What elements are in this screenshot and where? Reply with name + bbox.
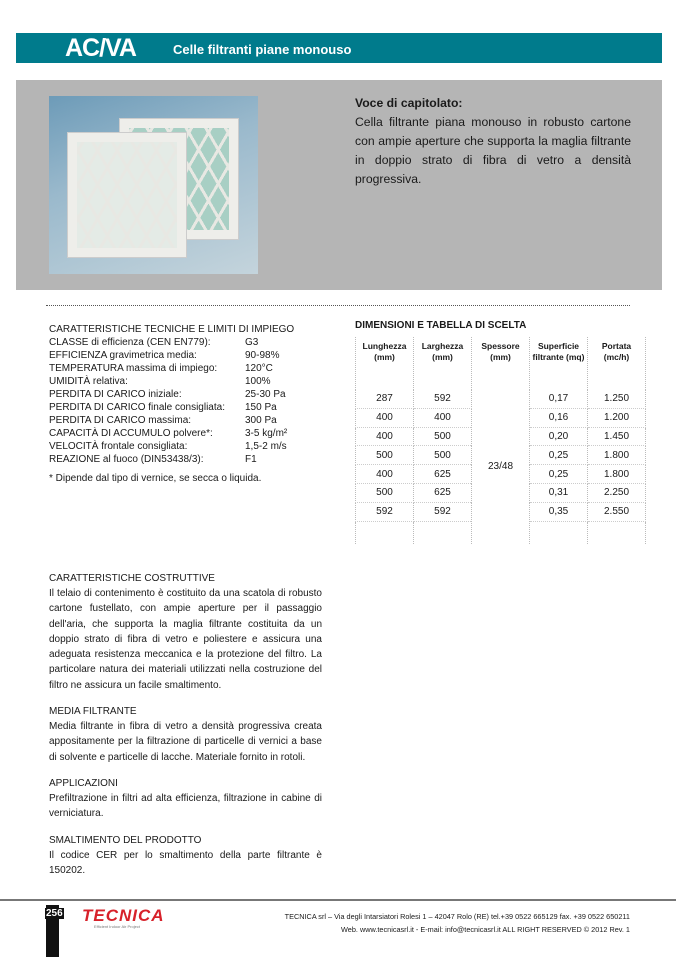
section-title: CARATTERISTICHE COSTRUTTIVE <box>49 573 215 584</box>
table-cell: 2.250 <box>588 483 646 502</box>
spec-row <box>49 362 287 375</box>
column-header: Spessore (mm) <box>472 337 530 390</box>
specs-note: * Dipende dal tipo di vernice, se secca o liquida. <box>49 473 262 484</box>
spec-row <box>49 401 287 414</box>
table-row <box>356 390 646 408</box>
page-number: 256 <box>46 908 63 919</box>
product-subtitle: Celle filtranti piane monouso <box>173 42 352 57</box>
table-cell: 500 <box>414 446 472 465</box>
spec-label: CAPACITÀ DI ACCUMULO polvere*: <box>49 428 213 439</box>
specs-table <box>49 336 287 466</box>
section-text: Il codice CER per lo smaltimento della parte filtrante è 150202. <box>49 849 322 876</box>
column-header: Portata (mc/h) <box>588 337 646 390</box>
table-cell: 625 <box>414 465 472 484</box>
spec-value: 300 Pa <box>245 415 277 426</box>
table-cell: 0,25 <box>530 465 588 484</box>
spec-value: 3-5 kg/m² <box>245 428 288 439</box>
spec-label: EFFICIENZA gravimetrica media: <box>49 350 197 361</box>
section <box>49 777 322 822</box>
section-text: Media filtrante in fibra di vetro a densità progressiva creata appositamente per la filtrazione di particelle di vernici a base di solvente e particelle di lacche. Materiale fornito in rotoli. <box>49 721 322 763</box>
description-sections <box>49 572 322 890</box>
footer-divider <box>0 899 676 901</box>
spec-row <box>49 427 287 440</box>
table-cell: 0,31 <box>530 483 588 502</box>
selection-table-section <box>355 320 646 544</box>
spec-value: 100% <box>245 376 271 387</box>
spec-label: TEMPERATURA massima di impiego: <box>49 363 218 374</box>
table-cell: 0,25 <box>530 446 588 465</box>
divider <box>46 305 630 306</box>
section <box>49 705 322 765</box>
table-title: DIMENSIONI E TABELLA DI SCELTA <box>355 320 527 331</box>
table-cell: 2.550 <box>588 502 646 521</box>
specification-text <box>355 94 631 189</box>
spec-row <box>49 440 287 453</box>
spec-row <box>49 336 287 349</box>
table-cell: 1.250 <box>588 390 646 408</box>
spec-label: UMIDITÀ relativa: <box>49 376 128 387</box>
table-cell: 1.800 <box>588 446 646 465</box>
section-title: APPLICAZIONI <box>49 777 118 789</box>
logo-tagline: Efficient Indoor Air Project <box>94 924 140 929</box>
specs-title: CARATTERISTICHE TECNICHE E LIMITI DI IMPIEGO <box>49 324 295 335</box>
table-cell: 592 <box>414 390 472 408</box>
spec-label: PERDITA DI CARICO iniziale: <box>49 389 182 400</box>
spec-label: PERDITA DI CARICO finale consigliata: <box>49 402 225 413</box>
spec-value: 120°C <box>245 363 273 374</box>
table-cell: 287 <box>356 390 414 408</box>
spec-value: 150 Pa <box>245 402 277 413</box>
section-text: Il telaio di contenimento è costituito da una scatola di robusto cartone fustellato, con ampie aperture per il passaggio dell'aria, che supporta la maglia filtrante costituita da un doppio strato di fibra di vetro e poliestere e assicura una adeguata resistenza meccanica e la protezione del filtro. La particolare natura dei materiali utilizzati nella costruzione del filtro ne assicura un facile smaltimento. <box>49 588 322 691</box>
section-title: MEDIA FILTRANTE <box>49 706 137 718</box>
column-header: Larghezza (mm) <box>414 337 472 390</box>
section <box>49 834 322 879</box>
table-cell: 592 <box>414 502 472 521</box>
spec-label: PERDITA DI CARICO massima: <box>49 415 192 426</box>
specs-section <box>49 323 294 485</box>
section-text: Prefiltrazione in filtri ad alta efficienza, filtrazione in cabine di verniciatura. <box>49 792 322 820</box>
product-code: AC/VA <box>65 34 136 62</box>
table-cell: 400 <box>356 465 414 484</box>
spec-row <box>49 375 287 388</box>
address-line-2: Web. www.tecnicasrl.it - E-mail: info@tecnicasrl.it ALL RIGHT RESERVED © 2012 Rev. 1 <box>341 925 630 934</box>
column-header: Superficie filtrante (mq) <box>530 337 588 390</box>
spec-value: 25-30 Pa <box>245 389 286 400</box>
section-title: SMALTIMENTO DEL PRODOTTO <box>49 834 202 846</box>
thickness-cell: 23/48 <box>472 390 530 544</box>
table-cell: 0,35 <box>530 502 588 521</box>
spec-value: 1,5-2 m/s <box>245 441 287 452</box>
table-cell: 1.200 <box>588 408 646 427</box>
company-address <box>285 910 630 936</box>
column-header: Lunghezza (mm) <box>356 337 414 390</box>
spec-label: CLASSE di efficienza (CEN EN779): <box>49 337 211 348</box>
table-cell: 400 <box>414 408 472 427</box>
table-cell: 592 <box>356 502 414 521</box>
spec-row <box>49 349 287 362</box>
table-cell: 0,20 <box>530 427 588 446</box>
table-cell: 625 <box>414 483 472 502</box>
table-cell: 1.450 <box>588 427 646 446</box>
intro-title: Voce di capitolato: <box>355 96 463 110</box>
product-photo <box>49 96 258 274</box>
spec-label: REAZIONE al fuoco (DIN53438/3): <box>49 454 204 465</box>
address-line-1: TECNICA srl – Via degli Intarsiatori Rolesi 1 – 42047 Rolo (RE) tel.+39 0522 665129 fax. +39 0522 650211 <box>284 912 630 921</box>
selection-table <box>355 337 646 544</box>
spec-value: G3 <box>245 337 259 348</box>
table-cell: 0,17 <box>530 390 588 408</box>
spec-value: F1 <box>245 454 257 465</box>
table-cell: 500 <box>356 483 414 502</box>
table-cell: 500 <box>356 446 414 465</box>
tecnica-logo: TECNICA <box>82 906 165 925</box>
table-cell: 400 <box>356 427 414 446</box>
intro-text: Cella filtrante piana monouso in robusto cartone con ampie aperture che supporta la maglia filtrante in doppio strato di fibra di vetro a densità progressiva. <box>355 115 631 186</box>
table-cell: 0,16 <box>530 408 588 427</box>
spec-row <box>49 388 287 401</box>
page-number-bar <box>46 905 63 957</box>
spec-value: 90-98% <box>245 350 280 361</box>
intro-panel <box>16 80 662 290</box>
spec-row <box>49 414 287 427</box>
section <box>49 572 322 693</box>
table-cell: 400 <box>356 408 414 427</box>
spec-label: VELOCITÀ frontale consigliata: <box>49 441 188 452</box>
table-cell: 1.800 <box>588 465 646 484</box>
header-bar <box>16 33 662 63</box>
spec-row <box>49 453 287 466</box>
table-cell: 500 <box>414 427 472 446</box>
